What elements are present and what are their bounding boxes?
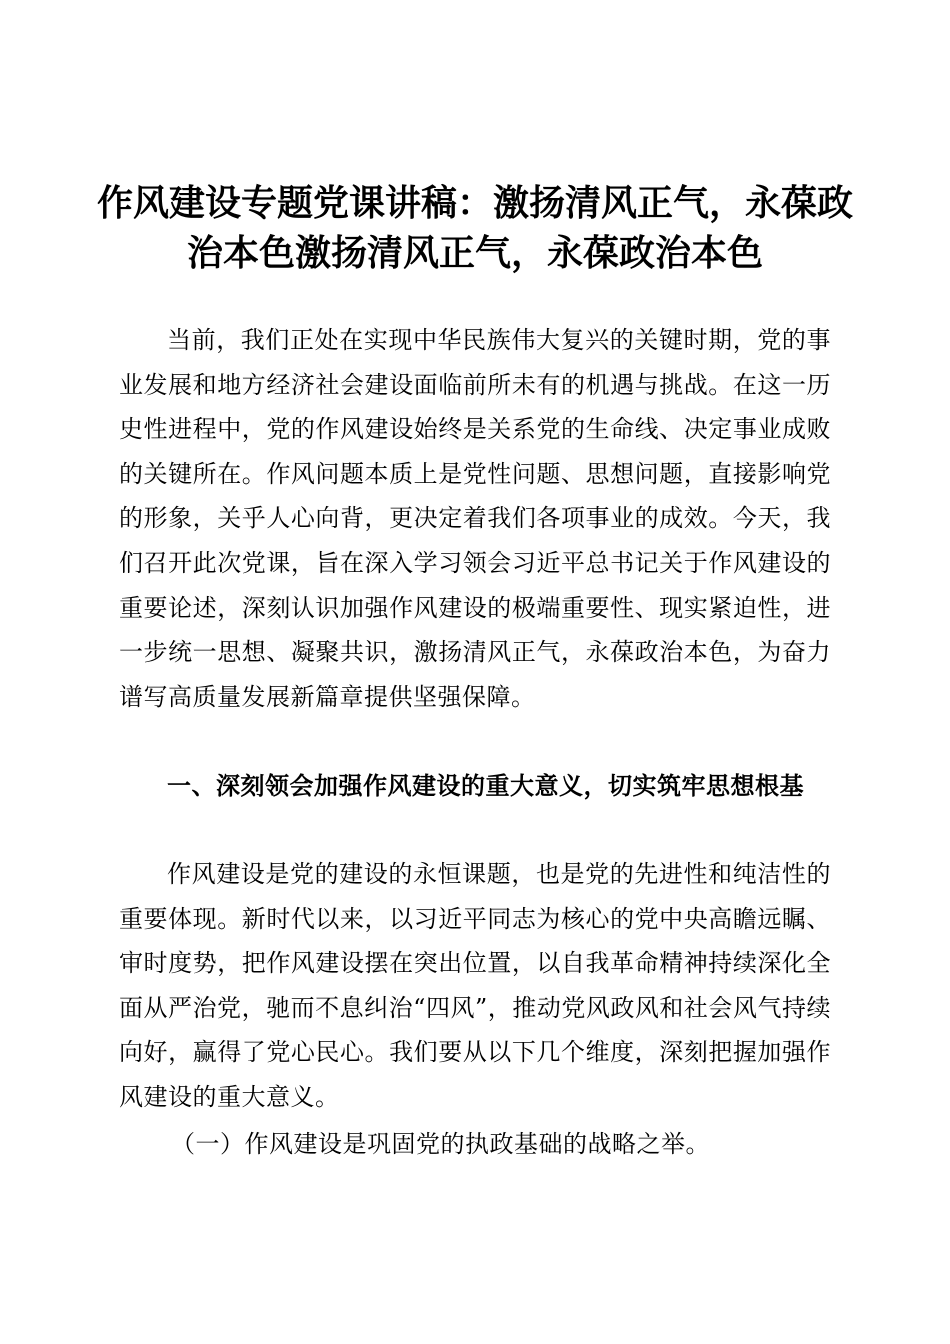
subsection-1-heading: （一）作风建设是巩固党的执政基础的战略之举。 — [171, 1130, 710, 1158]
section-1-paragraph: 作风建设是党的建设的永恒课题，也是党的先进性和纯洁性的重要体现。新时代以来，以习近平同志为核心的党中央高瞻远瞩、审时度势，把作风建设摆在突出位置，以自我革命精神持续深化全面从严治党，驰而不息纠治“四风”，推动党风政风和社会风气持续向好，赢得了党心民心。我们要从以下几个维度，深刻把握加强作风建设的重大意义。 — [119, 860, 831, 1111]
section-1-heading: 一、深刻领会加强作风建设的重大意义，切实筑牢思想根基 — [167, 772, 804, 800]
document-title: 作风建设专题党课讲稿：激扬清风正气，永葆政治本色激扬清风正气，永葆政治本色 — [96, 182, 853, 274]
intro-paragraph: 当前，我们正处在实现中华民族伟大复兴的关键时期，党的事业发展和地方经济社会建设面临前所未有的机遇与挑战。在这一历史性进程中，党的作风建设始终是关系党的生命线、决定事业成败的关键所在。作风问题本质上是党性问题、思想问题，直接影响党的形象，关乎人心向背，更决定着我们各项事业的成效。今天，我们召开此次党课，旨在深入学习领会习近平总书记关于作风建设的重要论述，深刻认识加强作风建设的极端重要性、现实紧迫性，进一步统一思想、凝聚共识，激扬清风正气，永葆政治本色，为奋力谱写高质量发展新篇章提供坚强保障。 — [119, 326, 831, 711]
